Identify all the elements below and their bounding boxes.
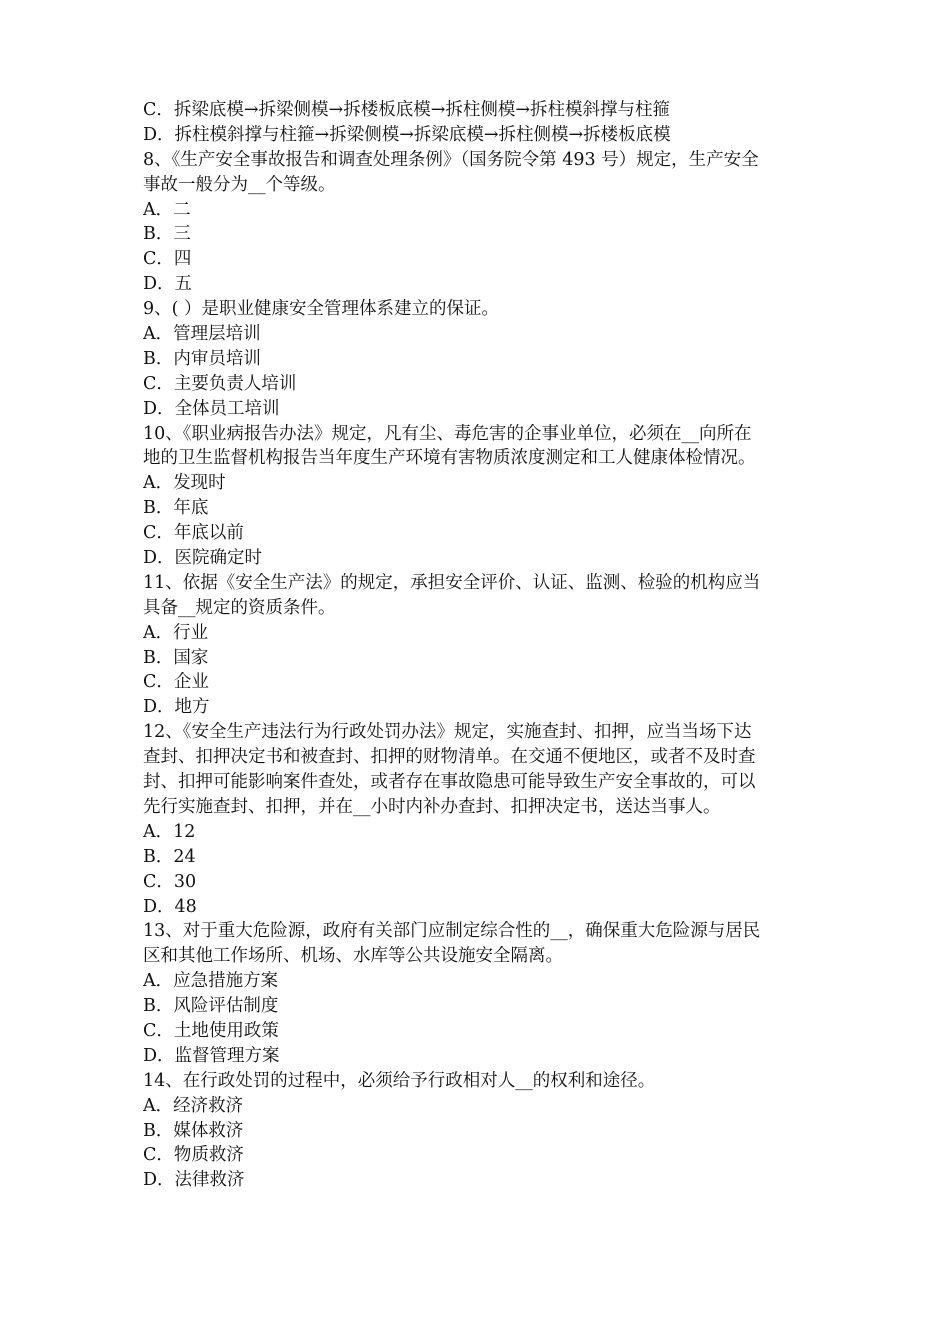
option-line: C．物质救济	[143, 1145, 244, 1166]
question-8-text: 事故一般分为__个等级。	[143, 174, 336, 195]
option-line: D．医院确定时	[143, 548, 263, 569]
option-line: B．三	[143, 224, 191, 245]
question-12-text: 查封、扣押决定书和被查封、扣押的财物清单。在交通不便地区，或者不及时查	[143, 747, 756, 768]
option-line: C．年底以前	[143, 523, 244, 544]
question-11-text: 具备__规定的资质条件。	[143, 597, 336, 618]
option-line: D．五	[143, 274, 193, 295]
question-13-text: 区和其他工作场所、机场、水库等公共设施安全隔离。	[143, 946, 563, 967]
option-line: A．管理层培训	[143, 324, 261, 345]
option-line: B．年底	[143, 498, 209, 519]
option-line: B．媒体救济	[143, 1120, 244, 1141]
question-14-text: 14、在行政处罚的过程中，必须给予行政相对人__的权利和途径。	[143, 1070, 656, 1091]
option-line: B．国家	[143, 647, 209, 668]
question-8-text: 8、《生产安全事故报告和调查处理条例》（国务院令第 493 号）规定，生产安全	[143, 149, 759, 170]
option-line: A．应急措施方案	[143, 971, 279, 992]
question-12-text: 先行实施查封、扣押，并在__小时内补办查封、扣押决定书，送达当事人。	[143, 796, 721, 817]
option-line: A．12	[143, 821, 196, 842]
option-line: A．行业	[143, 622, 209, 643]
document-body	[143, 98, 823, 1193]
option-line: C．土地使用政策	[143, 1020, 279, 1041]
option-line: D．地方	[143, 697, 210, 718]
option-line: A．二	[143, 199, 191, 220]
option-line: C．企业	[143, 672, 209, 693]
option-line: C．30	[143, 871, 197, 892]
question-10-text: 10、《职业病报告办法》规定，凡有尘、毒危害的企事业单位，必须在__向所在	[143, 423, 752, 444]
text-line: C．拆梁底模→拆梁侧模→拆楼板底模→拆柱侧模→拆柱模斜撑与柱箍	[143, 100, 671, 120]
option-line: B．24	[143, 846, 196, 867]
question-10-text: 地的卫生监督机构报告当年度生产环境有害物质浓度测定和工人健康体检情况。	[143, 448, 756, 469]
option-line: C．主要负责人培训	[143, 373, 297, 394]
option-line: D．全体员工培训	[143, 398, 280, 419]
question-11-text: 11、依据《安全生产法》的规定，承担安全评价、认证、监测、检验的机构应当	[143, 572, 761, 593]
question-13-text: 13、对于重大危险源，政府有关部门应制定综合性的__，确保重大危险源与居民	[143, 921, 761, 942]
option-line: B．风险评估制度	[143, 996, 279, 1017]
option-line: D．48	[143, 896, 197, 917]
option-line: A．发现时	[143, 473, 226, 494]
question-12-text: 12、《安全生产违法行为行政处罚办法》规定，实施查封、扣押，应当当场下达	[143, 722, 752, 743]
option-line: D．法律救济	[143, 1170, 245, 1191]
option-line: B．内审员培训	[143, 348, 261, 369]
question-12-text: 封、扣押可能影响案件查处，或者存在事故隐患可能导致生产安全事故的，可以	[143, 772, 756, 793]
text-line: D．拆柱模斜撑与柱箍→拆梁侧模→拆梁底模→拆柱侧模→拆楼板底模	[143, 124, 671, 145]
option-line: A．经济救济	[143, 1095, 244, 1116]
option-line: C．四	[143, 249, 192, 270]
question-9-text: 9、( ）是职业健康安全管理体系建立的保证。	[143, 299, 500, 320]
option-line: D．监督管理方案	[143, 1045, 280, 1066]
